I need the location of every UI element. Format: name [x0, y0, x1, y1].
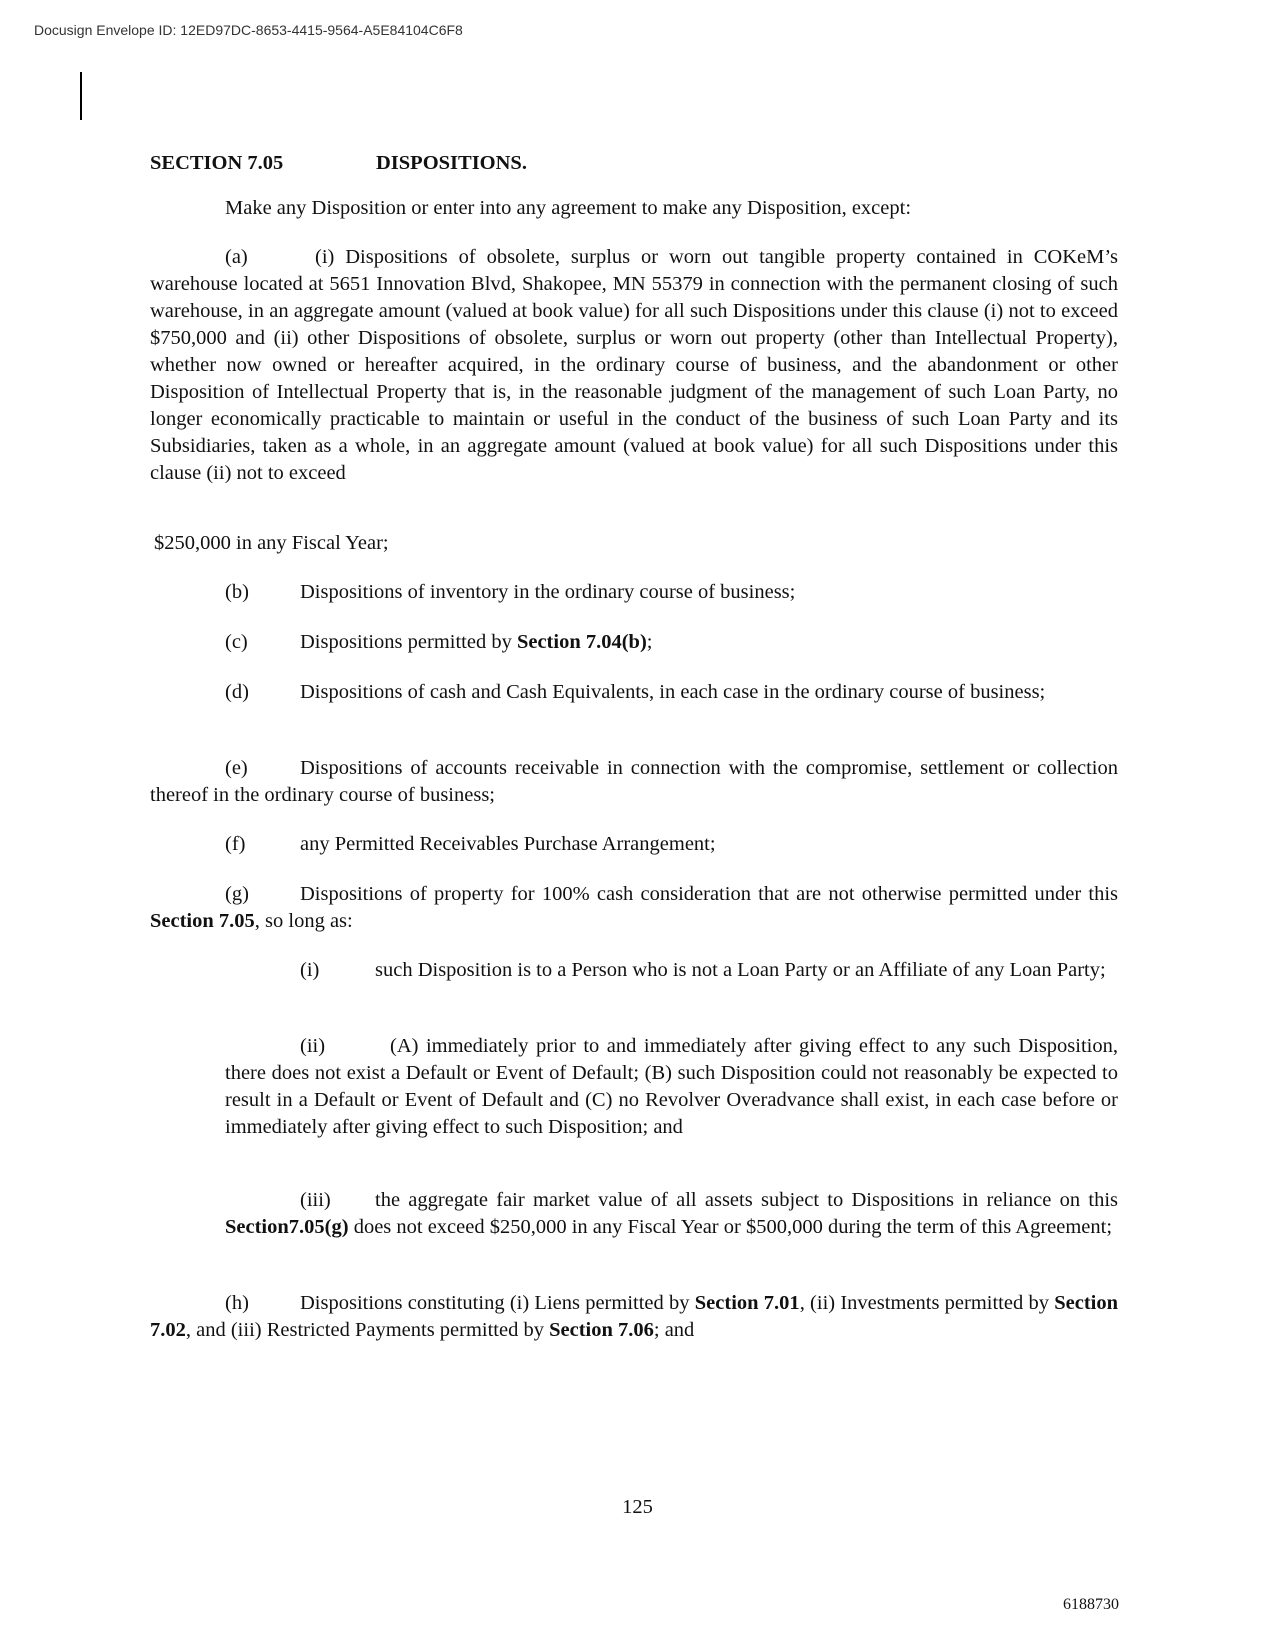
clause-a-continuation: $250,000 in any Fiscal Year;	[154, 532, 389, 554]
change-bar	[80, 72, 82, 120]
clause-c-text: Dispositions permitted by	[300, 631, 517, 653]
clause-a-label: (a)	[225, 246, 248, 268]
section-number: SECTION 7.05	[150, 152, 284, 174]
clause-d	[150, 679, 1118, 706]
clause-d-label: (d)	[225, 681, 249, 703]
clause-c-end: ;	[646, 631, 653, 653]
clause-g-i-label: (i)	[300, 959, 320, 981]
clause-h	[150, 1290, 1118, 1344]
clause-e-label: (e)	[225, 757, 248, 779]
clause-c-label: (c)	[225, 631, 248, 653]
clause-a	[150, 244, 1118, 487]
clause-d-text: Dispositions of cash and Cash Equivalents, in each case in the ordinary course of business;	[300, 681, 1046, 703]
clause-g-end: , so long as:	[254, 910, 353, 932]
clause-h-text-1: Dispositions constituting (i) Liens permitted by	[300, 1292, 695, 1314]
clause-e	[150, 755, 1118, 809]
clause-g-iii-text: the aggregate fair market value of all assets subject to Dispositions in reliance on this	[375, 1189, 1118, 1211]
clause-f-text: any Permitted Receivables Purchase Arrangement;	[300, 833, 716, 855]
envelope-id: Docusign Envelope ID: 12ED97DC-8653-4415-9564-A5E84104C6F8	[34, 22, 463, 38]
clause-g-ref: Section 7.05	[150, 910, 255, 932]
clause-h-text-3: , and (iii) Restricted Payments permitted by	[185, 1319, 550, 1341]
clause-g-ii-text: (A) immediately prior to and immediately after giving effect to any such Disposition, there does not exist a Default or Event of Default; (B) such Disposition could not reasonably be expected to result in a Default or Event of Default and (C) no Revolver Overadvance shall exist, in each case before or immediately after giving effect to such Disposition; and	[225, 1035, 1118, 1138]
clause-h-ref-3: Section 7.06	[549, 1319, 654, 1341]
clause-f-label: (f)	[225, 833, 246, 855]
clause-g	[150, 881, 1118, 935]
clause-b-label: (b)	[225, 581, 249, 603]
section-title: DISPOSITIONS.	[376, 152, 527, 174]
clause-b-text: Dispositions of inventory in the ordinary course of business;	[300, 581, 796, 603]
section-heading	[150, 150, 1118, 177]
clause-h-ref-1: Section 7.01	[694, 1292, 800, 1314]
clause-c	[150, 629, 1118, 656]
clause-g-iii	[150, 1187, 1118, 1241]
clause-g-iii-label: (iii)	[300, 1189, 331, 1211]
clause-g-i	[150, 957, 1118, 984]
clause-g-iii-ref: Section7.05(g)	[225, 1216, 349, 1238]
clause-h-ref-2: Section 7.02	[150, 1292, 1119, 1341]
clause-b	[150, 579, 1118, 606]
clause-g-ii	[150, 1033, 1118, 1141]
page-number: 125	[622, 1496, 653, 1518]
clause-g-iii-end: does not exceed $250,000 in any Fiscal Year or $500,000 during the term of this Agreement;	[348, 1216, 1113, 1238]
clause-g-ii-label: (ii)	[300, 1035, 326, 1057]
clause-h-label: (h)	[225, 1292, 249, 1314]
clause-h-text-4: ; and	[653, 1319, 695, 1341]
document-number: 6188730	[1063, 1596, 1119, 1613]
clause-h-text-2: , (ii) Investments permitted by	[799, 1292, 1055, 1314]
clause-c-ref: Section 7.04(b)	[516, 631, 647, 653]
clause-a-text: (i) Dispositions of obsolete, surplus or worn out tangible property contained in COKeM’s warehouse located at 5651 Innovation Blvd, Shakopee, MN 55379 in connection with the permanent closing of such warehouse, in an aggregate amount (valued at book value) for all such Dispositions under this clause (i) not to exceed $750,000 and (ii) other Dispositions of obsolete, surplus or worn out property (other than Intellectual Property), whether now owned or hereafter acquired, in the ordinary course of business, and the abandonment or other Disposition of Intellectual Property that is, in the reasonable judgment of the management of such Loan Party, no longer economically practicable to maintain or useful in the conduct of the business of such Loan Party and its Subsidiaries, taken as a whole, in an aggregate amount (valued at book value) for all such Dispositions under this clause (ii) not to exceed	[150, 246, 1118, 484]
clause-g-label: (g)	[225, 883, 249, 905]
clause-e-text: Dispositions of accounts receivable in connection with the compromise, settlement or collection thereof in the ordinary course of business;	[150, 757, 1118, 806]
clause-g-i-text: such Disposition is to a Person who is not a Loan Party or an Affiliate of any Loan Party;	[375, 959, 1106, 981]
intro-paragraph: Make any Disposition or enter into any agreement to make any Disposition, except:	[225, 197, 912, 219]
clause-f	[150, 831, 1118, 858]
clause-g-text: Dispositions of property for 100% cash consideration that are not otherwise permitted under this	[300, 883, 1118, 905]
